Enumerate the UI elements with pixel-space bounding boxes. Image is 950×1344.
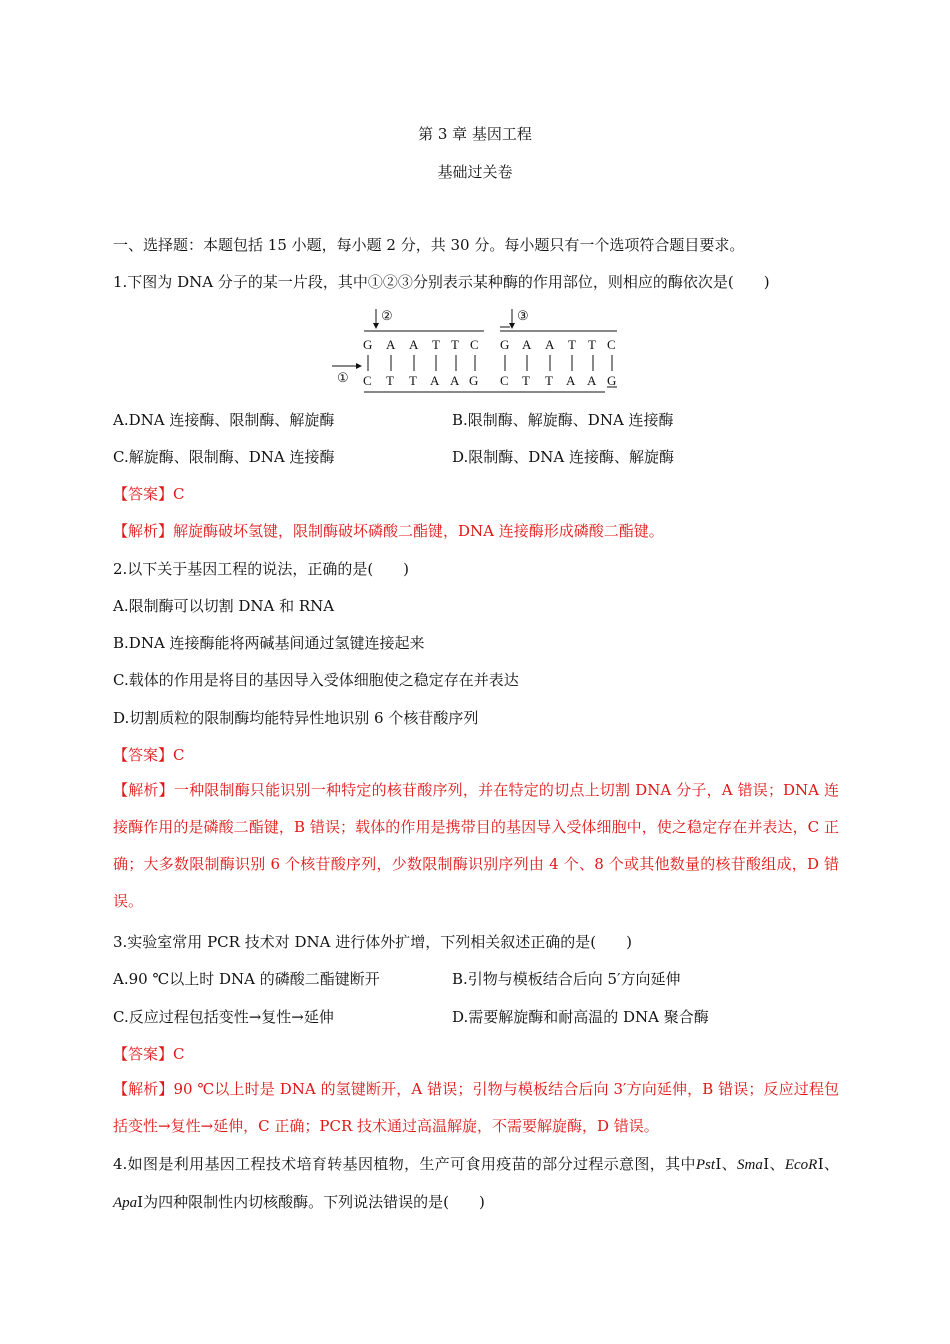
q2-answer: 【答案】C <box>113 746 185 764</box>
marker-1-arrowhead <box>356 363 362 369</box>
q1-answer: 【答案】C <box>113 485 185 503</box>
dna-fragment-figure <box>320 303 630 395</box>
base-bottom-right: T <box>545 373 553 388</box>
marker-2-arrowhead <box>373 323 379 329</box>
base-top-right: G <box>500 337 510 352</box>
q1-option-d: D.限制酶、DNA 连接酶、解旋酶 <box>452 448 675 466</box>
q2-analysis: 【解析】一种限制酶只能识别一种特定的核苷酸序列，并在特定的切点上切割 DNA 分子，A 错误；DNA 连接酶作用的是磷酸二酯键，B 错误；载体的作用是携带目的基因导入受体细胞中，使之稳定存在并表达，C 正确；大多数限制酶识别 6 个核苷酸序列，少数限制酶识别序列由 4 个、8 个或其他数量的核苷酸组成，D 错误。 <box>113 781 839 910</box>
base-top-left: T <box>451 337 459 352</box>
question-4-stem: 4.如图是利用基因工程技术培育转基因植物，生产可食用疫苗的部分过程示意图，其中PstⅠ、SmaⅠ、EcoRⅠ、ApaⅠ为四种限制性内切核酸酶。下列说法错误的是( ) <box>113 1155 839 1211</box>
base-bottom-right: A <box>566 373 576 388</box>
base-bottom-left: A <box>450 373 460 388</box>
base-bottom-left: T <box>409 373 417 388</box>
base-top-right: T <box>568 337 576 352</box>
q1-option-c: C.解旋酶、限制酶、DNA 连接酶 <box>113 448 335 466</box>
q3-answer: 【答案】C <box>113 1045 185 1063</box>
q3-option-b: B.引物与模板结合后向 5′方向延伸 <box>452 970 681 988</box>
base-top-left: A <box>409 337 419 352</box>
q3-option-d: D.需要解旋酶和耐高温的 DNA 聚合酶 <box>452 1008 709 1026</box>
chapter-title: 第 3 章 基因工程 <box>418 125 532 143</box>
base-top-left: C <box>470 337 479 352</box>
q3-analysis: 【解析】90 ℃以上时是 DNA 的氢键断开，A 错误；引物与模板结合后向 3′方向延伸，B 错误；反应过程包括变性→复性→延伸，C 正确；PCR 技术通过高温解旋，不需要解旋酶，D 错误。 <box>113 1080 839 1135</box>
base-bottom-right: C <box>500 373 509 388</box>
q1-option-b: B.限制酶、解旋酶、DNA 连接酶 <box>452 411 674 429</box>
base-bottom-left: G <box>469 373 479 388</box>
base-bottom-right: A <box>587 373 597 388</box>
q3-option-c: C.反应过程包括变性→复性→延伸 <box>113 1008 334 1026</box>
q3-option-a: A.90 ℃以上时 DNA 的磷酸二酯键断开 <box>113 970 380 988</box>
marker-3-arrowhead <box>509 323 515 329</box>
base-top-left: T <box>432 337 440 352</box>
q2-option-a: A.限制酶可以切割 DNA 和 RNA <box>113 597 335 615</box>
question-3-stem: 3.实验室常用 PCR 技术对 DNA 进行体外扩增，下列相关叙述正确的是( ) <box>113 933 632 951</box>
base-top-right: A <box>545 337 555 352</box>
section-heading: 一、选择题：本题包括 15 小题，每小题 2 分，共 30 分。每小题只有一个选项符合题目要求。 <box>113 236 745 254</box>
q2-option-c: C.载体的作用是将目的基因导入受体细胞使之稳定存在并表达 <box>113 671 519 689</box>
q2-option-b: B.DNA 连接酶能将两碱基间通过氢键连接起来 <box>113 634 425 652</box>
q1-analysis: 【解析】解旋酶破坏氢键，限制酶破坏磷酸二酯键，DNA 连接酶形成磷酸二酯键。 <box>113 522 664 540</box>
base-top-left: A <box>386 337 396 352</box>
base-bottom-left: T <box>386 373 394 388</box>
marker-2-label: ② <box>381 308 393 323</box>
base-bottom-right: G <box>607 373 617 388</box>
base-top-right: T <box>588 337 596 352</box>
base-top-right: C <box>607 337 616 352</box>
question-1-stem: 1.下图为 DNA 分子的某一片段，其中①②③分别表示某种酶的作用部位，则相应的酶依次是( ) <box>113 273 770 291</box>
base-bottom-right: T <box>522 373 530 388</box>
hydrogen-bonds <box>368 355 612 371</box>
base-bottom-left: C <box>363 373 372 388</box>
q1-option-a: A.DNA 连接酶、限制酶、解旋酶 <box>113 411 335 429</box>
question-2-stem: 2.以下关于基因工程的说法，正确的是( ) <box>113 560 410 578</box>
base-top-left: G <box>363 337 373 352</box>
marker-3-label: ③ <box>517 308 529 323</box>
base-top-right: A <box>522 337 532 352</box>
paper-subtitle: 基础过关卷 <box>437 163 513 181</box>
marker-1-label: ① <box>337 370 349 385</box>
q2-option-d: D.切割质粒的限制酶均能特异性地识别 6 个核苷酸序列 <box>113 709 479 727</box>
base-bottom-left: A <box>430 373 440 388</box>
